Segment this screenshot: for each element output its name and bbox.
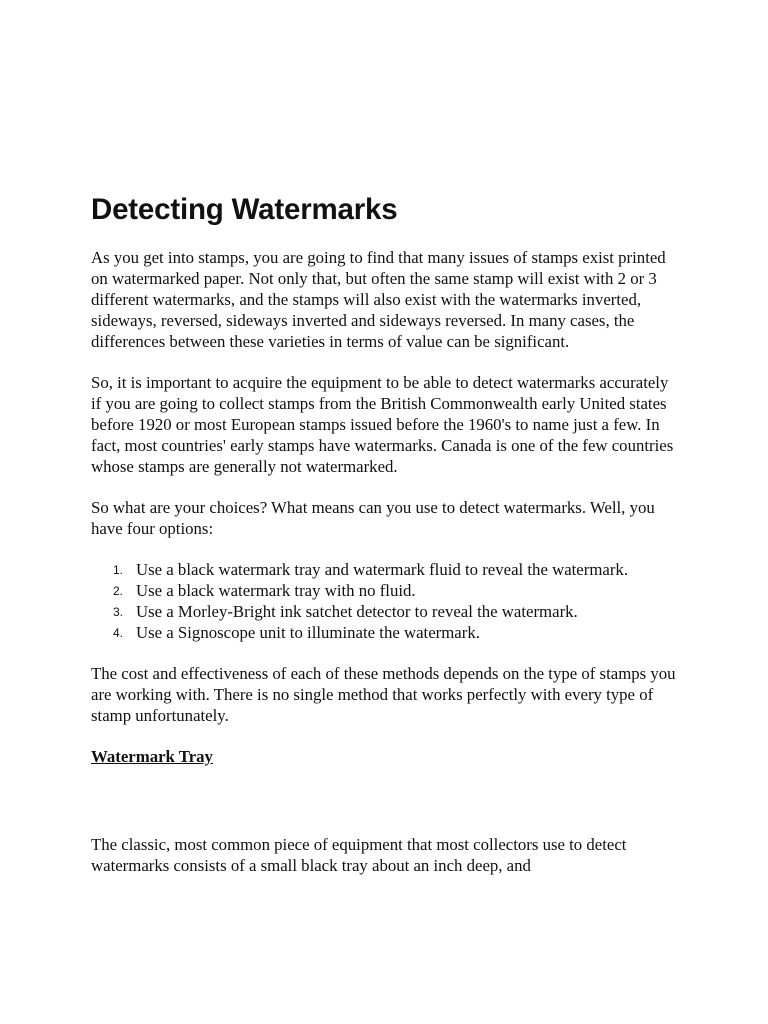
list-item-number: 1. [113, 563, 124, 577]
list-item [91, 601, 681, 622]
list-item-text: Use a black watermark tray and watermark fluid to reveal the watermark. [136, 560, 629, 579]
importance-paragraph: So, it is important to acquire the equipment to be able to detect watermarks accurately if you are going to collect stamps from the British Commonwealth early United states before 1920 or most European stamps issued before the 1960's to name just a few. In fact, most countries' early stamps have watermarks. Canada is one of the few countries whose stamps are generally not watermarked. [91, 373, 674, 476]
list-item [91, 622, 681, 643]
section-paragraph: The classic, most common piece of equipment that most collectors use to detect watermarks consists of a small black tray about an inch deep, and [91, 835, 627, 875]
document-page [91, 192, 681, 896]
options-list [91, 559, 681, 643]
list-item [91, 580, 681, 601]
page-title: Detecting Watermarks [91, 193, 398, 226]
intro-paragraph: As you get into stamps, you are going to find that many issues of stamps exist printed on watermarked paper. Not only that, but often the same stamp will exist with 2 or 3 different watermarks, and the stamps will also exist with the watermarks inverted, sideways, reversed, sideways inverted and sideways reversed. In many cases, the differences between these varieties in terms of value can be significant. [91, 248, 666, 351]
list-item [91, 559, 681, 580]
list-item-text: Use a black watermark tray with no fluid. [136, 581, 416, 600]
list-item-text: Use a Signoscope unit to illuminate the watermark. [136, 623, 480, 642]
closing-paragraph: The cost and effectiveness of each of these methods depends on the type of stamps you are working with. There is no single method that works perfectly with every type of stamp unfortunately. [91, 664, 676, 725]
choices-paragraph: So what are your choices? What means can you use to detect watermarks. Well, you have four options: [91, 498, 655, 538]
list-item-number: 4. [113, 626, 124, 640]
list-item-text: Use a Morley-Bright ink satchet detector to reveal the watermark. [136, 602, 578, 621]
list-item-number: 2. [113, 584, 124, 598]
list-item-number: 3. [113, 605, 124, 619]
section-heading: Watermark Tray [91, 747, 213, 766]
